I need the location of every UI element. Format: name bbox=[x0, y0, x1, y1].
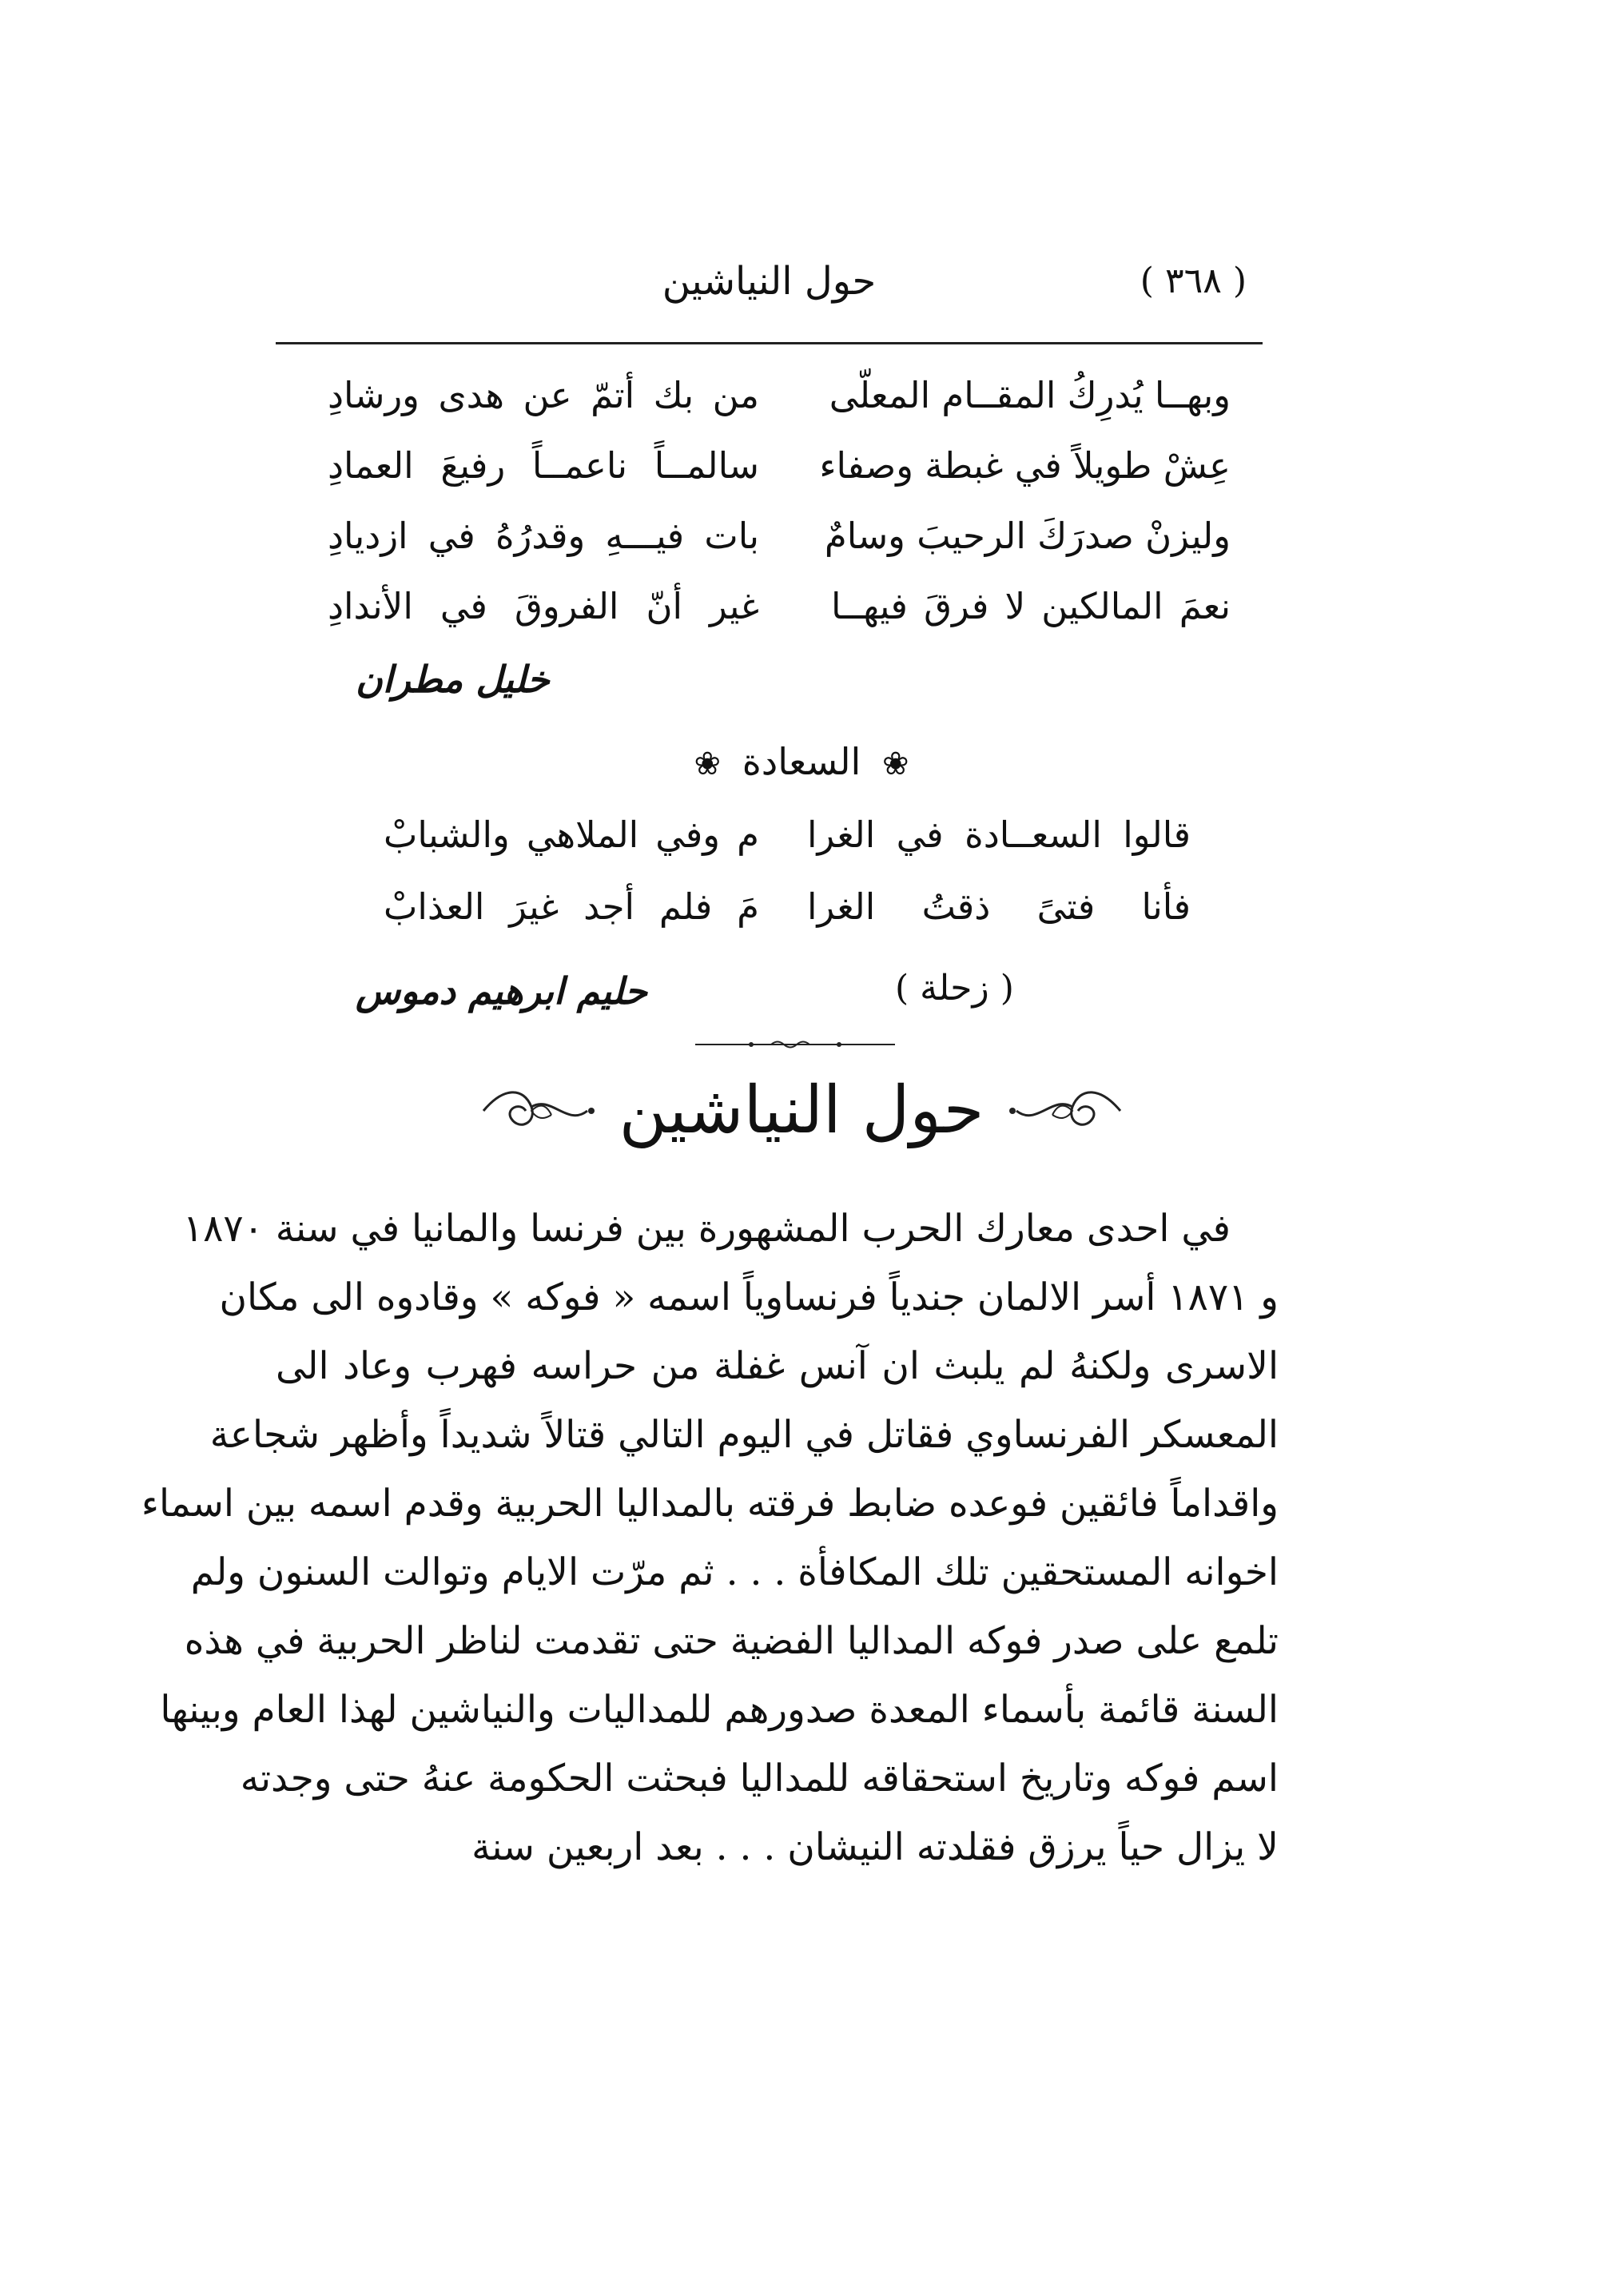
article-line: واقداماً فائقين فوعده ضابط فرقته بالمداليا الحربية وقدم اسمه بين اسماء bbox=[141, 1482, 1279, 1526]
article-title-block bbox=[0, 1063, 1603, 1159]
article-line: اخوانه المستحقين تلك المكافأة . . . ثم مرّت الايام وتوالت السنون ولم bbox=[190, 1550, 1279, 1594]
verse-line bbox=[328, 364, 1231, 434]
article-title: حول النياشين bbox=[619, 1072, 984, 1148]
header-rule bbox=[276, 342, 1263, 344]
poem-khalil-mutran bbox=[328, 364, 1231, 645]
verse-line bbox=[328, 575, 1231, 645]
verse-hemistich-second: مَ فلم أجد غيرَ العذابْ bbox=[384, 885, 759, 928]
verse-hemistich-first: وبهــا يُدرِكُ المقــام المعلّى bbox=[829, 374, 1231, 416]
article-body bbox=[141, 1195, 1279, 1882]
article-line: في احدى معارك الحرب المشهورة بين فرنسا والمانيا في سنة ١٨٧٠ bbox=[182, 1207, 1231, 1251]
poem-heading-text: السعادة bbox=[742, 740, 861, 783]
running-header bbox=[276, 257, 1263, 337]
verse-line bbox=[328, 504, 1231, 575]
poem-source-place: ( زحلة ) bbox=[895, 968, 1014, 1009]
poet-signature-khalil-mutran: خليل مطران bbox=[356, 658, 550, 701]
article-line: اسم فوكه وتاريخ استحقاقه للمداليا فبحثت الحكومة عنهُ حتى وجدته bbox=[240, 1757, 1279, 1801]
poem-heading-happiness bbox=[0, 734, 1603, 792]
poet-signature-halim-dammous: حليم ابرهيم دموس bbox=[356, 969, 647, 1013]
verse-hemistich-second: م وفي الملاهي والشبابْ bbox=[384, 814, 759, 856]
article-line: المعسكر الفرنساوي فقاتل في اليوم التالي قتالاً شديداً وأظهر شجاعة bbox=[209, 1413, 1279, 1457]
verse-hemistich-second: من بك أتمّ عن هدى ورشادِ bbox=[328, 374, 759, 416]
running-title: حول النياشين bbox=[662, 259, 877, 304]
article-line: السنة قائمة بأسماء المعدة صدورهم للمداليات والنياشين لهذا العام وبينها bbox=[160, 1688, 1279, 1732]
article-line: و ١٨٧١ أسر الالمان جندياً فرنساوياً اسمه « فوكه » وقادوه الى مكان bbox=[219, 1275, 1279, 1319]
verse-line bbox=[384, 803, 1191, 875]
heading-ornament-icon: ❀ bbox=[881, 746, 909, 782]
article-line: لا يزال حياً يرزق فقلدته النيشان . . . بعد اربعين سنة bbox=[471, 1825, 1279, 1869]
verse-hemistich-first: فأنا فتىً ذقتُ الغرا bbox=[807, 885, 1191, 928]
poem-happiness bbox=[384, 803, 1191, 947]
article-line: تلمع على صدر فوكه المداليا الفضية حتى تقدمت لناظر الحربية في هذه bbox=[184, 1619, 1279, 1663]
verse-hemistich-first: نعمَ المالكين لا فرقَ فيهــا bbox=[831, 585, 1231, 627]
verse-hemistich-first: قالوا السعــادة في الغرا bbox=[807, 814, 1191, 856]
verse-line bbox=[328, 434, 1231, 504]
verse-hemistich-first: وليزنْ صدرَكَ الرحيبَ وسامٌ bbox=[824, 515, 1231, 557]
section-divider-ornament bbox=[695, 1039, 895, 1050]
title-flourish-left-icon bbox=[479, 1079, 599, 1143]
page-number: ( ٣٦٨ ) bbox=[1140, 261, 1247, 301]
verse-hemistich-second: بات فيـــهِ وقدرُهُ في ازديادِ bbox=[328, 515, 759, 557]
title-flourish-right-icon bbox=[1004, 1079, 1124, 1143]
verse-hemistich-second: غير أنّ الفروقَ في الأندادِ bbox=[328, 585, 759, 627]
heading-ornament-icon: ❀ bbox=[694, 746, 722, 782]
verse-hemistich-first: عِشْ طويلاً في غبطة وصفاء bbox=[819, 444, 1231, 487]
verse-hemistich-second: سالمــاً ناعمــاً رفيعَ العمادِ bbox=[328, 444, 759, 487]
verse-line bbox=[384, 875, 1191, 947]
article-line: الاسرى ولكنهُ لم يلبث ان آنس غفلة من حراسه فهرب وعاد الى bbox=[276, 1344, 1279, 1388]
